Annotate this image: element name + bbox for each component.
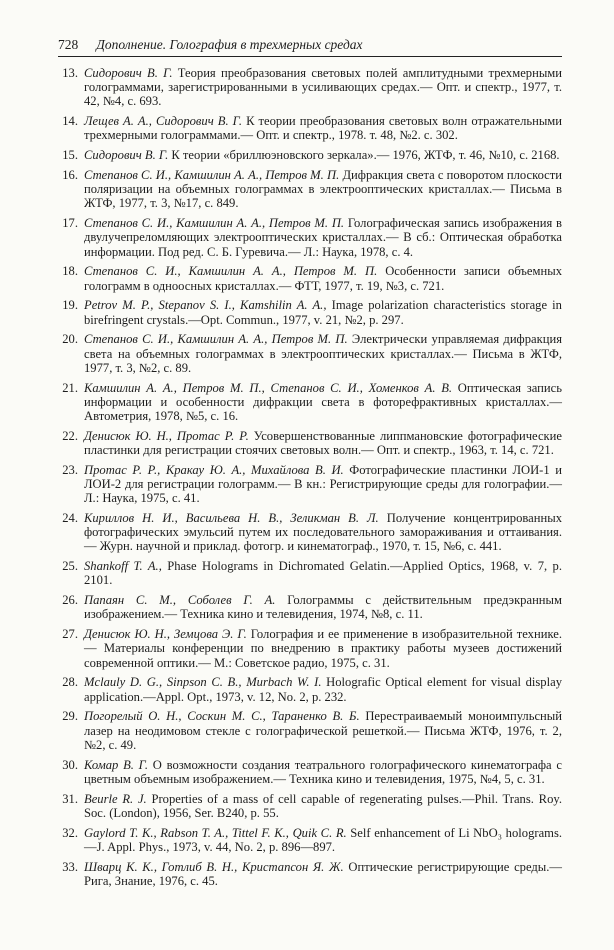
reference-authors: Лещев А. А., Сидорович В. Г. <box>84 114 243 129</box>
reference-number: 14. <box>62 114 78 129</box>
reference-item <box>58 168 562 211</box>
reference-item <box>58 298 562 326</box>
reference-authors: Shankoff T. A., <box>84 559 162 574</box>
reference-body <box>84 264 562 292</box>
running-head <box>58 36 562 57</box>
reference-body <box>84 216 562 259</box>
reference-item <box>58 429 562 457</box>
reference-number: 17. <box>62 216 78 231</box>
reference-authors: Beurle R. J. <box>84 791 147 806</box>
reference-item <box>58 826 562 854</box>
reference-authors: Степанов С. И., Камшилин А. А., Петров М. П. <box>84 168 340 182</box>
reference-authors: Petrov M. P., Stepanov S. I., Kamshilin A. A., <box>84 298 327 313</box>
reference-item <box>58 381 562 424</box>
reference-number: 23. <box>62 462 78 477</box>
reference-text: Оптическая запись информации и особенности дифракции света в фоторефрактивных кристаллах.— Автометрия, 1978, №5, с. 16. <box>84 380 562 424</box>
reference-body <box>84 381 562 424</box>
reference-item <box>58 860 562 888</box>
page-number: 728 <box>58 37 79 52</box>
reference-item <box>58 792 562 820</box>
reference-body <box>84 860 562 888</box>
reference-text: Электрически управляемая дифракция света на объемных голограммах в электрооптических кристаллах.— Письма в ЖТФ, 1977, т. 3, №2, с. 89. <box>84 332 562 375</box>
reference-text: Особенности записи объемных голограмм в одноосных кристаллах.— ФТТ, 1977, т. 19, №3, с. 721. <box>84 264 562 293</box>
reference-authors: Денисюк Ю. Н., Протас Р. Р. <box>84 428 249 443</box>
reference-body <box>84 298 562 326</box>
reference-authors: Кириллов Н. И., Васильева Н. В., Зеликман В. Л. <box>84 511 379 526</box>
reference-item <box>58 511 562 554</box>
reference-number: 29. <box>62 709 78 724</box>
reference-number: 27. <box>62 627 78 642</box>
reference-body <box>84 559 562 587</box>
reference-item <box>58 332 562 375</box>
reference-text: Перестраиваемый моноимпульсный лазер на неодимовом стекле с голографической решеткой.— Письма ЖТФ, 1976, т. 2, №2, с. 49. <box>84 709 562 752</box>
reference-number: 33. <box>62 859 78 874</box>
reference-item <box>58 66 562 109</box>
reference-item <box>58 463 562 506</box>
reference-number: 30. <box>62 757 78 772</box>
reference-body <box>84 792 562 820</box>
reference-text: Фотографические пластинки ЛОИ-1 и ЛОИ-2 для регистрации голограмм.— В кн.: Регистрирующие среды для голографии.— Л.: Наука, 1975, с. 41. <box>84 462 562 506</box>
reference-authors: Степанов С. И., Камшилин А. А., Петров М. П. <box>84 264 378 279</box>
reference-number: 32. <box>62 825 78 840</box>
reference-authors: Денисюк Ю. Н., Земцова Э. Г. <box>84 627 247 642</box>
reference-item <box>58 593 562 621</box>
reference-item <box>58 627 562 670</box>
reference-number: 31. <box>62 791 78 806</box>
reference-authors: Погорелый О. Н., Соскин М. С., Тараненко В. Б. <box>84 709 360 724</box>
reference-item <box>58 216 562 259</box>
reference-authors: Протас Р. Р., Кракау Ю. А., Михайлова В. И. <box>84 462 344 477</box>
reference-text: Голографическая запись изображения в двулучепреломляющих электрооптических кристаллах.— В сб.: Оптическая обработка информации. Под ред. С. Б. Гуревича.— Л.: Наука, 1978, с. 4. <box>84 216 563 259</box>
reference-item <box>58 675 562 703</box>
reference-list <box>58 66 562 894</box>
reference-body <box>84 463 562 506</box>
reference-body <box>84 114 562 142</box>
reference-authors: Степанов С. И., Камшилин А. А., Петров М. П. <box>84 216 345 231</box>
reference-text: Self enhancement of Li NbO₃ holograms.—J. Appl. Phys., 1973, v. 44, No. 2, p. 896—897. <box>84 825 562 854</box>
reference-body <box>84 627 562 670</box>
reference-number: 22. <box>62 428 78 443</box>
reference-body <box>84 332 562 375</box>
reference-text: К теории преобразования световых волн отражательными трехмерными голограммами.— Опт. и спектр., 1978. т. 48, №2. с. 302. <box>84 114 563 143</box>
reference-text: Holografic Optical element for visual display application.—Appl. Opt., 1973, v. 12, No. 2, p. 232. <box>84 675 562 704</box>
reference-item <box>58 114 562 142</box>
reference-item <box>58 559 562 587</box>
reference-text: Оптические регистрирующие среды.— Рига, Знание, 1976, с. 45. <box>84 859 562 888</box>
reference-item <box>58 264 562 292</box>
reference-body <box>84 826 562 854</box>
reference-body <box>84 709 562 752</box>
reference-text: Теория преобразования световых полей амплитудными трехмерными голограммами, зарегистрированными в усиливающих средах.— Опт. и спектр., 1977, т. 42, №4, с. 693. <box>84 66 562 109</box>
reference-number: 18. <box>62 264 78 279</box>
reference-authors: Комар В. Г. <box>84 757 149 772</box>
reference-text: Image polarization characteristics storage in birefringent crystals.—Opt. Commun., 1977, v. 21, №2, p. 297. <box>84 298 562 327</box>
reference-text: К теории «бриллюэновского зеркала».— 1976, ЖТФ, т. 46, №10, с. 2168. <box>168 148 560 163</box>
reference-body <box>84 168 562 211</box>
reference-text: Properties of a mass of cell capable of regenerating pulses.—Phil. Trans. Roy. Soc. (London), 1956, Ser. B240, p. 55. <box>84 791 562 820</box>
reference-text: О возможности создания театрального голографического кинематографа с цветным объемным изображением.— Техника кино и телевидения, 1975, №4, 5, с. 31. <box>84 757 562 786</box>
reference-number: 13. <box>62 66 78 80</box>
reference-body <box>84 593 562 621</box>
reference-body <box>84 511 562 554</box>
reference-number: 19. <box>62 298 78 313</box>
reference-text: Дифракция света с поворотом плоскости поляризации на объемных голограммах в электрооптических кристаллах.— Письма в ЖТФ, 1977, т. 3, №17, с. 849. <box>84 168 563 211</box>
reference-number: 16. <box>62 168 78 182</box>
reference-authors: Папаян С. М., Соболев Г. А. <box>84 593 276 608</box>
reference-text: Получение концентрированных фотографических эмульсий путем их последовательного замораживания и оттаивания.— Журн. научной и приклад. фотогр. и кинематограф., 1970, т. 15, №6, с. 441. <box>84 511 563 554</box>
reference-text: Phase Holograms in Dichromated Gelatin.—Applied Optics, 1968, v. 7, p. 2101. <box>84 559 562 588</box>
reference-text: Усовершенствованные липпмановские фотографические пластинки для регистрации стоячих световых волн.— Опт. и спектр., 1963, т. 14, с. 721. <box>84 428 563 458</box>
running-head-title: Дополнение. Голография в трехмерных средах <box>96 37 363 52</box>
reference-number: 25. <box>62 559 78 574</box>
reference-authors: Камшилин А. А., Петров М. П., Степанов С. И., Хоменков А. В. <box>84 380 453 395</box>
reference-authors: Gaylord T. K., Rabson T. A., Tittel F. K., Quik C. R. <box>84 825 347 840</box>
reference-text: Голограммы с действительным предэкранным изображением.— Техника кино и телевидения, 1974, №8, с. 11. <box>84 593 562 622</box>
reference-number: 20. <box>62 332 78 347</box>
reference-body <box>84 148 562 162</box>
reference-body <box>84 429 562 457</box>
reference-item <box>58 758 562 786</box>
reference-number: 21. <box>62 380 78 395</box>
reference-number: 15. <box>62 148 78 163</box>
reference-authors: Шварц К. К., Готлиб В. Н., Кристапсон Я. Ж. <box>84 859 344 874</box>
reference-item <box>58 148 562 162</box>
reference-number: 26. <box>62 593 78 608</box>
reference-authors: Сидорович В. Г. <box>84 148 169 163</box>
reference-authors: Степанов С. И., Камшилин А. А., Петров М. П. <box>84 332 348 347</box>
reference-text: Голография и ее применение в изобразительной технике.— Материалы конференции по внедрению в практику работы музеев достижений современной оптики.— М.: Советское радио, 1975, с. 31. <box>84 627 562 670</box>
reference-body <box>84 758 562 786</box>
reference-authors: Сидорович В. Г. <box>84 66 173 80</box>
reference-body <box>84 66 562 109</box>
reference-number: 28. <box>62 675 78 690</box>
reference-body <box>84 675 562 703</box>
reference-authors: Mclauly D. G., Sinpson C. B., Murbach W. I. <box>84 675 322 690</box>
reference-number: 24. <box>62 511 78 526</box>
reference-item <box>58 709 562 752</box>
